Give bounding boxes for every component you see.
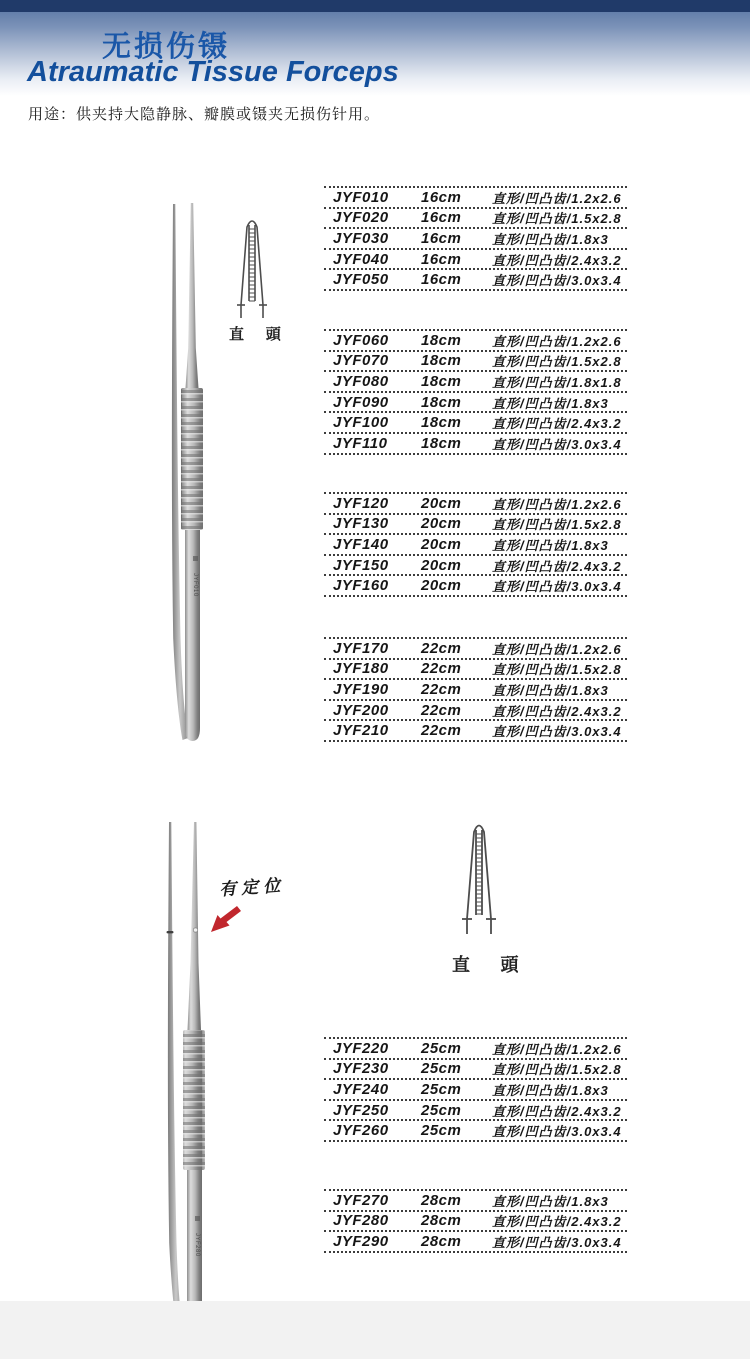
model-cell: JYF050: [333, 271, 389, 289]
model-cell: JYF290: [333, 1232, 389, 1250]
spec-cell: 直形/凹凸齿/1.2x2.6: [492, 1041, 622, 1057]
model-cell: JYF060: [333, 331, 389, 349]
spec-cell: 直形/凹凸齿/3.0x3.4: [492, 273, 622, 289]
model-cell: JYF030: [333, 229, 389, 247]
size-cell: 25cm: [421, 1039, 462, 1057]
spec-table-18cm: [324, 329, 627, 455]
table-row: [324, 699, 627, 720]
spec-cell: 直形/凹凸齿/3.0x3.4: [492, 1124, 622, 1140]
forceps-right-arm: [188, 822, 202, 1030]
tip-diagram-straight: [461, 816, 497, 936]
spec-cell: 直形/凹凸齿/1.2x2.6: [492, 333, 622, 349]
spec-cell: 直形/凹凸齿/1.5x2.8: [492, 354, 622, 370]
spec-table-20cm: [324, 492, 627, 597]
spec-table-16cm: [324, 186, 627, 291]
forceps-photo-straight: [160, 198, 212, 748]
spec-cell: 直形/凹凸齿/2.4x3.2: [492, 252, 622, 268]
spec-cell: 直形/凹凸齿/1.8x3: [492, 395, 609, 411]
model-cell: JYF120: [333, 494, 389, 512]
size-cell: 20cm: [421, 577, 462, 595]
table-row: [324, 574, 627, 595]
table-row: [324, 492, 627, 513]
table-row: [324, 1189, 627, 1210]
size-cell: 28cm: [421, 1232, 462, 1250]
size-cell: 20cm: [421, 515, 462, 533]
table-row: [324, 432, 627, 453]
forceps-engraving: JYF280: [194, 1233, 200, 1257]
table-row: [324, 391, 627, 412]
size-cell: 25cm: [421, 1101, 462, 1119]
size-cell: 20cm: [421, 494, 462, 512]
spec-cell: 直形/凹凸齿/1.8x1.8: [492, 374, 622, 390]
size-cell: 22cm: [421, 660, 462, 678]
spec-cell: 直形/凹凸齿/2.4x3.2: [492, 416, 622, 432]
size-cell: 16cm: [421, 188, 462, 206]
table-row: [324, 207, 627, 228]
size-cell: 18cm: [421, 393, 462, 411]
table-row: [324, 411, 627, 432]
model-cell: JYF100: [333, 414, 389, 432]
spec-cell: 直形/凹凸齿/1.8x3: [492, 1193, 609, 1209]
model-cell: JYF280: [333, 1212, 389, 1230]
spec-cell: 直形/凹凸齿/3.0x3.4: [492, 724, 622, 740]
size-cell: 16cm: [421, 250, 462, 268]
size-cell: 16cm: [421, 209, 462, 227]
table-row: [324, 329, 627, 350]
size-cell: 20cm: [421, 556, 462, 574]
spec-cell: 直形/凹凸齿/1.5x2.8: [492, 662, 622, 678]
model-cell: JYF080: [333, 372, 389, 390]
table-row: [324, 637, 627, 658]
size-cell: 18cm: [421, 414, 462, 432]
table-row: [324, 554, 627, 575]
size-cell: 18cm: [421, 352, 462, 370]
table-row: [324, 227, 627, 248]
model-cell: JYF140: [333, 535, 389, 553]
model-cell: JYF180: [333, 660, 389, 678]
size-cell: 18cm: [421, 434, 462, 452]
spec-table-25cm: [324, 1037, 627, 1142]
forceps-handle: [185, 530, 200, 741]
model-cell: JYF130: [333, 515, 389, 533]
model-cell: JYF220: [333, 1039, 389, 1057]
table-row: [324, 1230, 627, 1251]
page-title-english: Atraumatic Tissue Forceps: [27, 56, 399, 88]
spec-cell: 直形/凹凸齿/2.4x3.2: [492, 1103, 622, 1119]
size-cell: 25cm: [421, 1122, 462, 1140]
header-navy-bar: [0, 0, 750, 12]
spec-cell: 直形/凹凸齿/3.0x3.4: [492, 579, 622, 595]
spec-cell: 直形/凹凸齿/1.8x3: [492, 537, 609, 553]
table-row: [324, 1037, 627, 1058]
size-cell: 20cm: [421, 535, 462, 553]
spec-cell: 直形/凹凸齿/2.4x3.2: [492, 558, 622, 574]
size-cell: 18cm: [421, 331, 462, 349]
size-cell: 25cm: [421, 1080, 462, 1098]
forceps-right-arm: [186, 203, 199, 388]
model-cell: JYF070: [333, 352, 389, 370]
table-row: [324, 1099, 627, 1120]
footer-gray-band: [0, 1301, 750, 1359]
table-row: [324, 678, 627, 699]
spec-cell: 直形/凹凸齿/1.8x3: [492, 1082, 609, 1098]
spec-cell: 直形/凹凸齿/3.0x3.4: [492, 436, 622, 452]
table-row: [324, 268, 627, 289]
table-row: [324, 533, 627, 554]
model-cell: JYF110: [333, 434, 388, 452]
forceps-left-arm: [168, 822, 184, 1340]
model-cell: JYF250: [333, 1101, 389, 1119]
model-cell: JYF260: [333, 1122, 389, 1140]
table-row: [324, 370, 627, 391]
size-cell: 16cm: [421, 229, 462, 247]
spec-cell: 直形/凹凸齿/1.2x2.6: [492, 190, 622, 206]
size-cell: 22cm: [421, 701, 462, 719]
table-row: [324, 350, 627, 371]
model-cell: JYF230: [333, 1060, 389, 1078]
spec-cell: 直形/凹凸齿/1.5x2.8: [492, 1062, 622, 1078]
spec-cell: 直形/凹凸齿/3.0x3.4: [492, 1234, 622, 1250]
table-row: [324, 1119, 627, 1140]
table-row: [324, 1058, 627, 1079]
table-row: [324, 248, 627, 269]
forceps-engraving: JYF010: [192, 573, 198, 597]
spec-cell: 直形/凹凸齿/1.5x2.8: [492, 211, 622, 227]
red-arrow-icon: [208, 903, 242, 937]
spec-cell: 直形/凹凸齿/1.5x2.8: [492, 517, 622, 533]
positioning-note: 有定位: [218, 875, 286, 900]
model-cell: JYF270: [333, 1191, 389, 1209]
spec-cell: 直形/凹凸齿/1.2x2.6: [492, 641, 622, 657]
size-cell: 25cm: [421, 1060, 462, 1078]
model-cell: JYF150: [333, 556, 389, 574]
table-row: [324, 513, 627, 534]
model-cell: JYF170: [333, 639, 389, 657]
spec-cell: 直形/凹凸齿/1.8x3: [492, 682, 609, 698]
size-cell: 16cm: [421, 271, 462, 289]
model-cell: JYF200: [333, 701, 389, 719]
size-cell: 22cm: [421, 722, 462, 740]
model-cell: JYF040: [333, 250, 389, 268]
model-cell: JYF020: [333, 209, 389, 227]
table-row: [324, 1210, 627, 1231]
tip-shape-label: 直 頭: [229, 327, 290, 343]
spec-cell: 直形/凹凸齿/2.4x3.2: [492, 703, 622, 719]
spec-table-28cm: [324, 1189, 627, 1253]
model-cell: JYF210: [333, 722, 389, 740]
forceps-photo-with-pin: [158, 818, 214, 1348]
positioning-pin: [193, 928, 197, 932]
model-cell: JYF090: [333, 393, 389, 411]
tip-shape-label: 直 頭: [452, 955, 532, 975]
size-cell: 18cm: [421, 372, 462, 390]
forceps-grip-ribs: [183, 1030, 205, 1170]
spec-cell: 直形/凹凸齿/1.8x3: [492, 231, 609, 247]
left-arm-pin-mark: [167, 931, 174, 933]
model-cell: JYF190: [333, 680, 389, 698]
model-cell: JYF010: [333, 188, 389, 206]
size-cell: 22cm: [421, 639, 462, 657]
size-cell: 28cm: [421, 1191, 462, 1209]
spec-cell: 直形/凹凸齿/1.2x2.6: [492, 496, 622, 512]
size-cell: 28cm: [421, 1212, 462, 1230]
table-row: [324, 186, 627, 207]
usage-description: 用途：供夹持大隐静脉、瓣膜或镊夹无损伤针用。: [28, 106, 381, 123]
forceps-grip-ribs: [181, 388, 203, 530]
page-title-chinese: 无损伤镊: [102, 31, 231, 63]
spec-table-22cm: [324, 637, 627, 742]
size-cell: 22cm: [421, 680, 462, 698]
spec-cell: 直形/凹凸齿/2.4x3.2: [492, 1214, 622, 1230]
table-row: [324, 1078, 627, 1099]
table-row: [324, 658, 627, 679]
table-row: [324, 719, 627, 740]
model-cell: JYF240: [333, 1080, 389, 1098]
model-cell: JYF160: [333, 577, 389, 595]
tip-diagram-straight: [236, 213, 268, 319]
